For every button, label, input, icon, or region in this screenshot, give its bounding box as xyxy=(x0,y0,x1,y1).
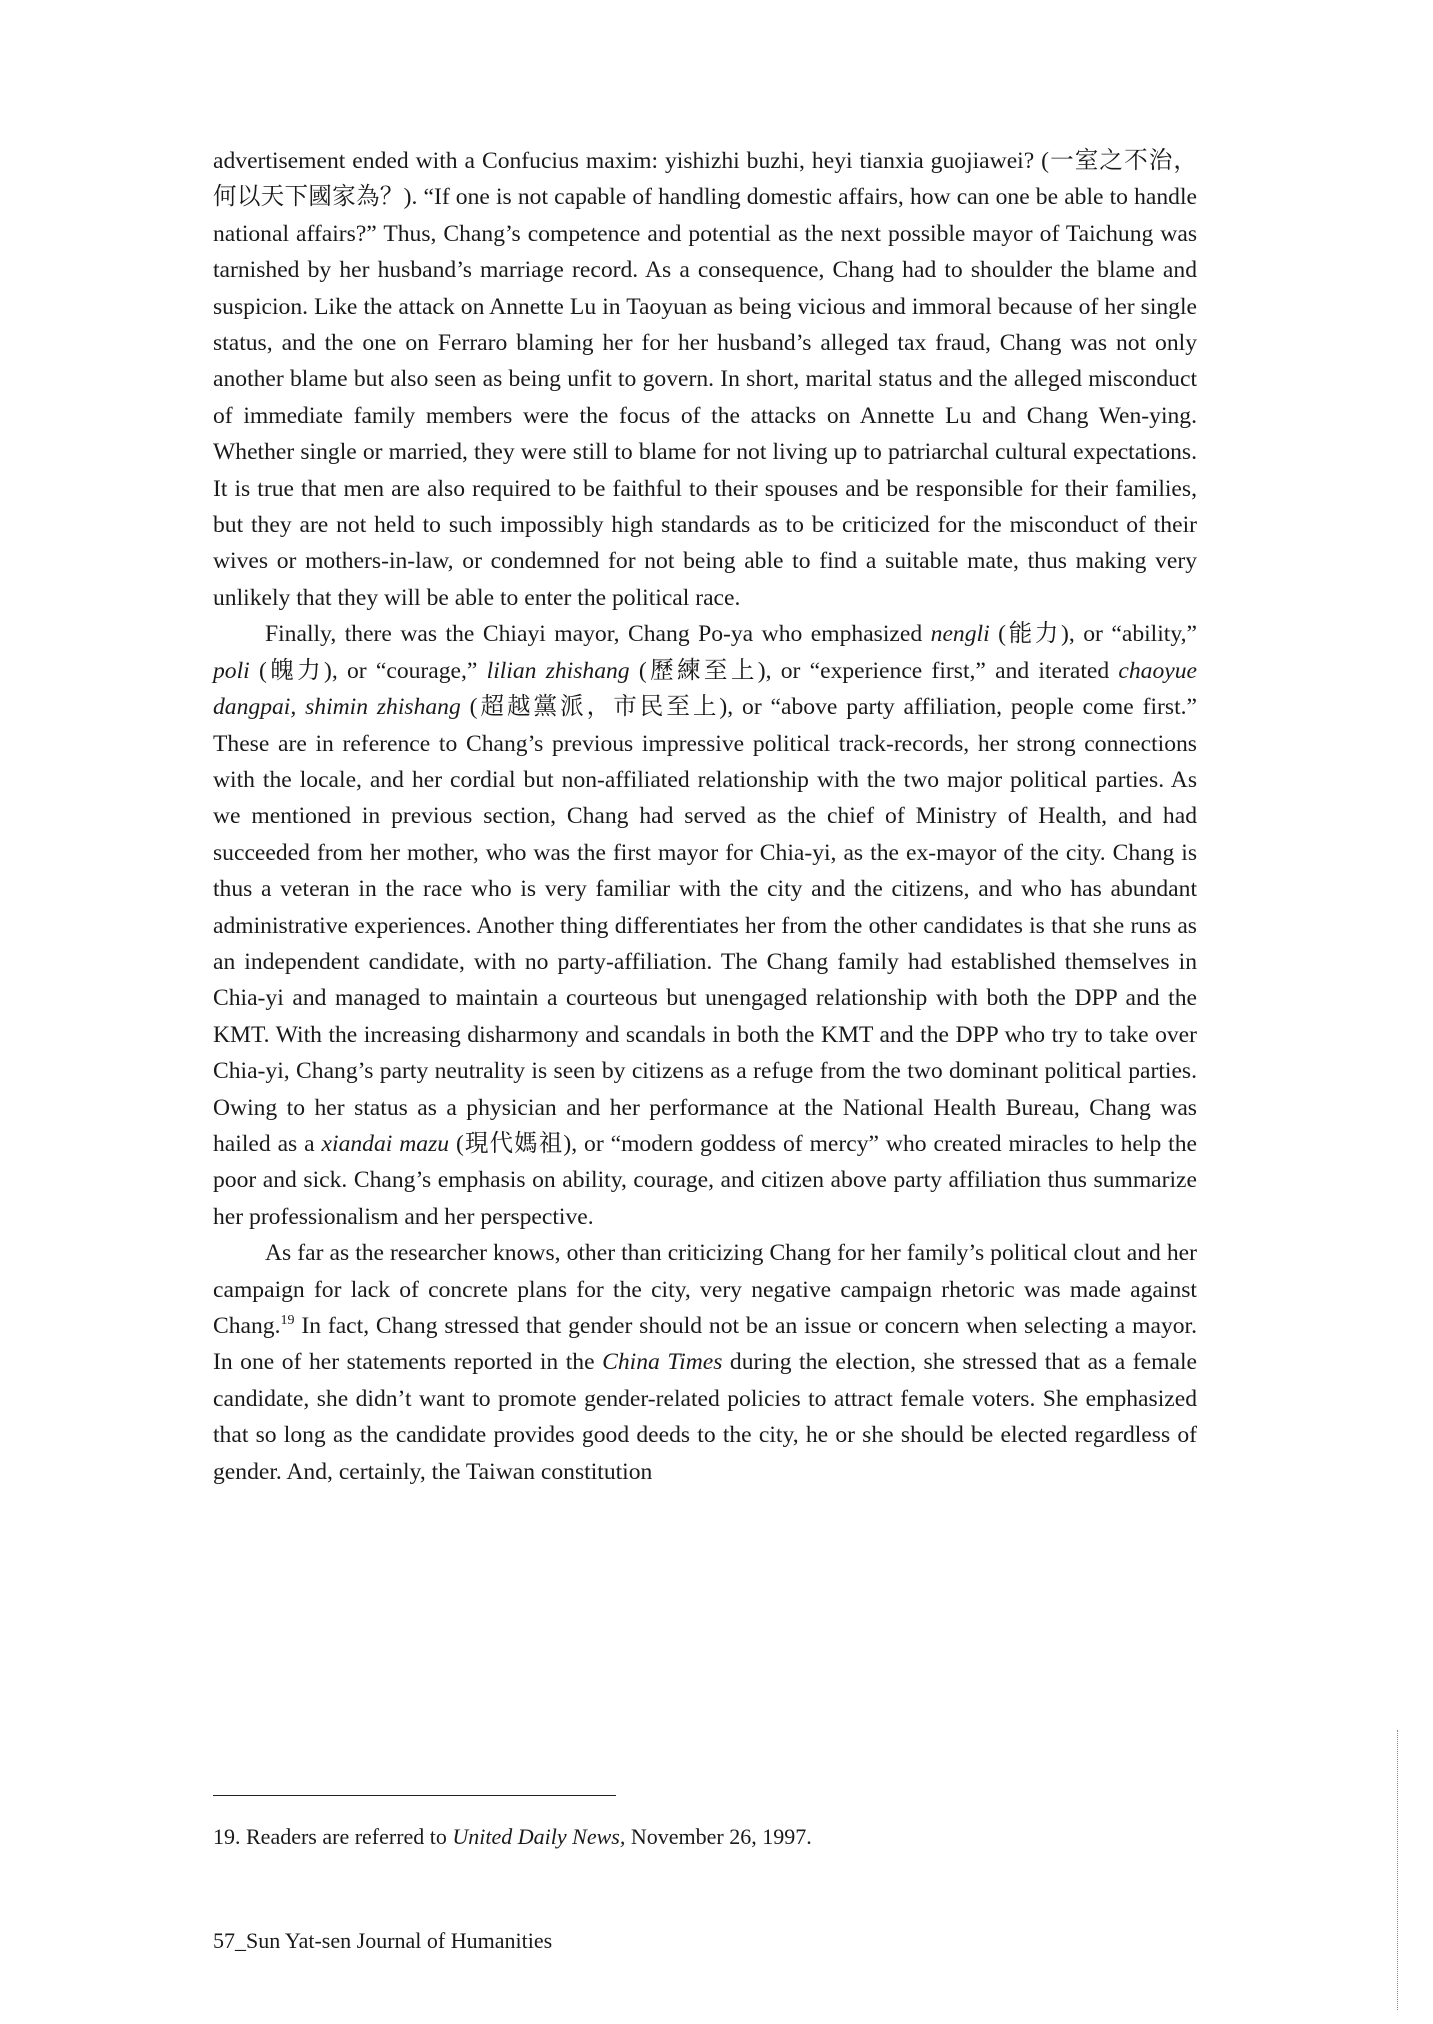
page-folio: 57_Sun Yat-sen Journal of Humanities xyxy=(213,1928,553,1953)
term-lilian-zhishang: lilian zhishang xyxy=(486,657,630,684)
footnote-rule xyxy=(213,1795,616,1796)
paragraph-3 xyxy=(213,1235,1197,1490)
footnote-ref-19[interactable]: 19 xyxy=(280,1313,295,1329)
footnote-source-title: United Daily News, xyxy=(452,1824,626,1849)
term-poli: poli xyxy=(213,657,250,684)
term-chaoyue-dangpai: chaoyue dangpai, shimin zhishang xyxy=(213,657,1197,721)
term-nengli: nengli xyxy=(930,621,990,648)
footnote-text-b: November 26, 1997. xyxy=(625,1824,812,1849)
paragraph-2-text-c: (魄力), or “courage,” xyxy=(249,657,487,684)
body-text xyxy=(213,143,1197,1490)
paragraph-2-text-b: (能力), or “ability,” xyxy=(989,621,1197,648)
paragraph-3-text-a: As far as the researcher knows, other than criticizing Chang for her family’s political clout and her campaign for lack of concrete plans for the city, very negative campaign rhetoric was made against Chang. xyxy=(213,1240,1197,1339)
paragraph-2-text-f: (現代媽祖), or “modern goddess of mercy” who created miracles to help the poor and sick. Chang’s emphasis on ability, courage, and citizen above party affiliation thus summarize her professionalism and her perspective. xyxy=(213,1130,1197,1230)
paragraph-2 xyxy=(213,616,1197,1235)
paragraph-1-text: advertisement ended with a Confucius maxim: yishizhi buzhi, heyi tianxia guojiawei? (一室之不治，何以天下國家為？). “If one is not capable of handling domestic affairs, how can one be able to handle national affairs?” Thus, Chang’s competence and potential as the next possible mayor of Taichung was tarnished by her husband’s marriage record. As a consequence, Chang had to shoulder the blame and suspicion. Like the attack on Annette Lu in Taoyuan as being vicious and immoral because of her single status, and the one on Ferraro blaming her for her husband’s alleged tax fraud, Chang was not only another blame but also seen as being unfit to govern. In short, marital status and the alleged misconduct of immediate family members were the focus of the attacks on Annette Lu and Chang Wen-ying. Whether single or married, they were still to blame for not living up to patriarchal cultural expectations. It is true that men are also required to be faithful to their spouses and be responsible for their families, but they are not held to such impossibly high standards as to be criticized for the misconduct of their wives or mothers-in-law, or condemned for not being able to find a suitable mate, thus making very unlikely that they will be able to enter the political race. xyxy=(213,148,1197,611)
paragraph-3-text-b: In fact, Chang stressed that gender should not be an issue or concern when selecting a mayor. In one of her statements reported in the xyxy=(213,1313,1197,1376)
paragraph-1 xyxy=(213,143,1197,616)
scan-edge-mark xyxy=(1397,1730,1398,2010)
paragraph-2-text-d: (歷練至上), or “experience first,” and iterated xyxy=(629,657,1119,684)
term-xiandai-mazu: xiandai mazu xyxy=(321,1130,450,1157)
paragraph-2-text-e: (超越黨派，市民至上), or “above party affiliation, people come first.” These are in reference to Chang’s previous impressive political track-records, her strong connections with the locale, and her cordial but non-affiliated relationship with the two major political parties. As we mentioned in previous section, Chang had served as the chief of Ministry of Health, and had succeeded from her mother, who was the first mayor for Chia-yi, as the ex-mayor of the city. Chang is thus a veteran in the race who is very familiar with the city and the citizens, and who has abundant administrative experiences. Another thing differentiates her from the other candidates is that she runs as an independent candidate, with no party-affiliation. The Chang family had established themselves in Chia-yi and managed to maintain a courteous but unengaged relationship with both the DPP and the KMT. With the increasing disharmony and scandals in both the KMT and the DPP who try to take over Chia-yi, Chang’s party neutrality is seen by citizens as a refuge from the two dominant political parties. Owing to her status as a physician and her performance at the National Health Bureau, Chang was hailed as a xyxy=(213,694,1197,1157)
footnote-19 xyxy=(213,1822,1197,1852)
footnote-text-a: 19. Readers are referred to xyxy=(213,1824,453,1849)
title-china-times: China Times xyxy=(602,1349,723,1376)
paragraph-3-text-c: during the election, she stressed that as a female candidate, she didn’t want to promote gender-related policies to attract female voters. She emphasized that so long as the candidate provides good deeds to the city, he or she should be elected regardless of gender. And, certainly, the Taiwan constitution xyxy=(213,1349,1197,1485)
paragraph-2-text-a: Finally, there was the Chiayi mayor, Chang Po-ya who emphasized xyxy=(265,621,931,648)
